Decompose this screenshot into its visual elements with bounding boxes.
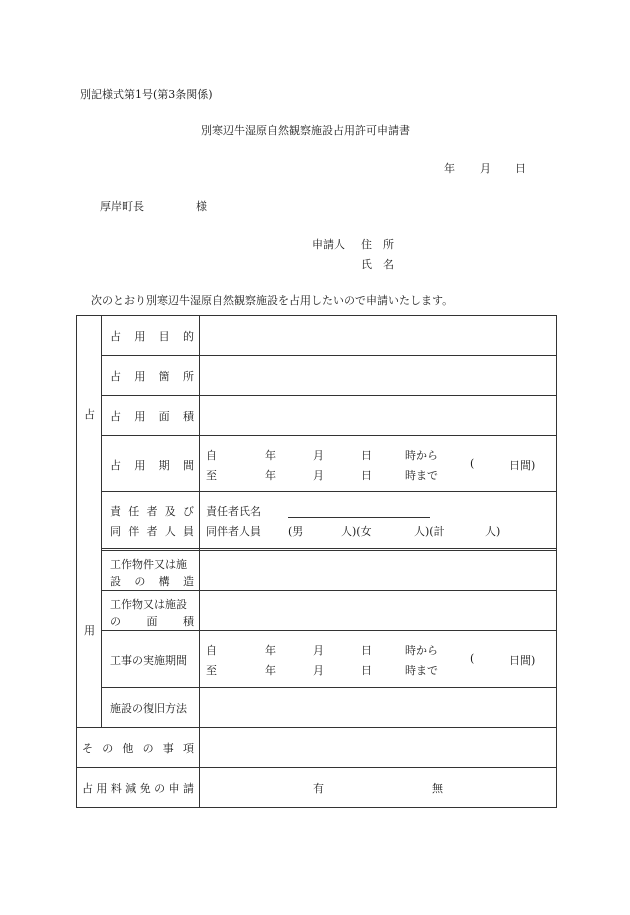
label-char: 面 <box>146 615 158 628</box>
work-to-month: 月 <box>313 664 324 677</box>
area-field[interactable] <box>200 396 556 435</box>
label-char: 者 <box>146 525 158 538</box>
period-from-time: 時から <box>405 449 438 462</box>
fee-option-yes[interactable]: 有 <box>313 782 324 795</box>
addressee: 厚岸町長 <box>100 200 144 213</box>
label-char: 用 <box>134 410 146 423</box>
row-divider <box>101 630 557 631</box>
label-char: 目 <box>158 330 170 343</box>
companions-male: (男 <box>288 525 304 538</box>
side-label-bottom: 用 <box>84 624 95 637</box>
label-char: 占 <box>110 410 121 423</box>
structure-field[interactable] <box>200 551 556 590</box>
period-from-month: 月 <box>313 449 324 462</box>
responsible-name-label: 責任者氏名 <box>206 505 261 518</box>
label-char: 所 <box>182 370 194 383</box>
restoration-field[interactable] <box>200 688 556 727</box>
label-char: 用 <box>134 370 146 383</box>
companions-label: 同伴者人員 <box>206 525 261 538</box>
label-char: の <box>154 782 166 795</box>
name-label: 氏 名 <box>361 258 394 271</box>
period-from-label: 自 <box>206 449 217 462</box>
side-label-top: 占 <box>84 408 95 421</box>
honorific: 様 <box>196 200 207 213</box>
table-border-left <box>76 315 77 808</box>
label-char: 項 <box>182 742 194 755</box>
label-char: そ <box>82 742 93 755</box>
address-label: 住 所 <box>361 238 394 251</box>
label-char: 伴 <box>128 525 140 538</box>
responsible-name-underline <box>288 517 430 518</box>
label-char: 占 <box>110 330 121 343</box>
work-from-day: 日 <box>361 644 372 657</box>
label-char: 任 <box>128 505 140 518</box>
label-char: 積 <box>183 615 194 628</box>
label-char: 的 <box>182 330 194 343</box>
period-to-month: 月 <box>313 469 324 482</box>
period-from-day: 日 <box>361 449 372 462</box>
form-number: 別記様式第1号(第3条関係) <box>80 88 213 101</box>
label-char: 員 <box>183 525 194 538</box>
document-title: 別寒辺牛湿原自然観察施設占用許可申請書 <box>201 124 410 137</box>
intro-text: 次のとおり別寒辺牛湿原自然観察施設を占用したいので申請いたします。 <box>91 294 454 307</box>
label-char: の <box>110 615 121 628</box>
label-char: 料 <box>110 782 122 795</box>
work-to-label: 至 <box>206 664 217 677</box>
label-purpose <box>110 328 194 344</box>
companions-total-unit: 人) <box>485 525 501 538</box>
label-work-period: 工事の実施期間 <box>110 654 187 667</box>
row-divider <box>101 491 557 492</box>
work-days: 日間) <box>509 654 536 667</box>
label-char: 同 <box>110 525 121 538</box>
label-place <box>110 368 194 384</box>
label-char: 面 <box>158 410 170 423</box>
label-char: 占 <box>82 782 93 795</box>
work-to-day: 日 <box>361 664 372 677</box>
label-char: 人 <box>164 525 176 538</box>
label-char: 用 <box>134 459 146 472</box>
period-paren-open: ( <box>470 457 475 470</box>
work-from-label: 自 <box>206 644 217 657</box>
label-char: 設 <box>110 575 121 588</box>
label-work-area-2 <box>110 613 194 629</box>
label-char: 期 <box>158 459 170 472</box>
work-from-month: 月 <box>313 644 324 657</box>
label-char: 請 <box>182 782 194 795</box>
label-char: 用 <box>134 330 146 343</box>
date-day: 日 <box>515 162 526 175</box>
work-from-year: 年 <box>265 644 276 657</box>
label-char: 責 <box>110 505 121 518</box>
label-char: 者 <box>146 505 158 518</box>
label-char: 申 <box>168 782 180 795</box>
label-area <box>110 408 194 424</box>
table-border-right <box>556 315 557 808</box>
purpose-field[interactable] <box>200 316 556 355</box>
row-divider <box>101 435 557 436</box>
label-char: 他 <box>122 742 134 755</box>
work-to-time: 時まで <box>405 664 438 677</box>
label-char: 減 <box>125 782 137 795</box>
label-char: 及 <box>164 505 176 518</box>
label-structure-1: 工作物件又は施 <box>110 558 187 571</box>
date-month: 月 <box>480 162 491 175</box>
label-fee-exemption <box>82 780 194 796</box>
label-char: 占 <box>110 370 121 383</box>
place-field[interactable] <box>200 356 556 395</box>
label-structure-2 <box>110 573 194 589</box>
table-border-bottom <box>76 807 557 808</box>
label-work-area-1: 工作物又は施設 <box>110 598 187 611</box>
companions-male-unit: 人)(女 <box>341 525 372 538</box>
applicant-label: 申請人 <box>312 238 345 251</box>
label-char: 用 <box>96 782 108 795</box>
label-char: 占 <box>110 459 121 472</box>
row-divider <box>101 548 557 549</box>
companions-female-unit: 人)(計 <box>414 525 445 538</box>
label-char: 箇 <box>158 370 170 383</box>
label-period <box>110 457 194 473</box>
period-to-year: 年 <box>265 469 276 482</box>
period-to-time: 時まで <box>405 469 438 482</box>
other-field[interactable] <box>200 728 556 767</box>
period-to-label: 至 <box>206 469 217 482</box>
label-responsible-2 <box>110 523 194 539</box>
work-paren-open: ( <box>470 652 475 665</box>
period-days: 日間) <box>509 459 536 472</box>
label-other <box>82 740 194 756</box>
work-to-year: 年 <box>265 664 276 677</box>
period-from-year: 年 <box>265 449 276 462</box>
label-char: の <box>134 575 146 588</box>
label-char: 構 <box>158 575 170 588</box>
label-char: 造 <box>182 575 194 588</box>
period-to-day: 日 <box>361 469 372 482</box>
work-from-time: 時から <box>405 644 438 657</box>
label-char: び <box>183 505 194 518</box>
label-char: 免 <box>139 782 151 795</box>
fee-option-no[interactable]: 無 <box>432 782 443 795</box>
side-column-divider <box>101 315 102 727</box>
label-responsible-1 <box>110 503 194 519</box>
label-char: の <box>142 742 154 755</box>
row-divider <box>76 767 557 768</box>
date-year: 年 <box>444 162 455 175</box>
label-char: 間 <box>182 459 194 472</box>
label-char: の <box>102 742 114 755</box>
work-area-field[interactable] <box>200 591 556 630</box>
label-restoration: 施設の復旧方法 <box>110 702 187 715</box>
label-char: 積 <box>182 410 194 423</box>
label-char: 事 <box>162 742 174 755</box>
